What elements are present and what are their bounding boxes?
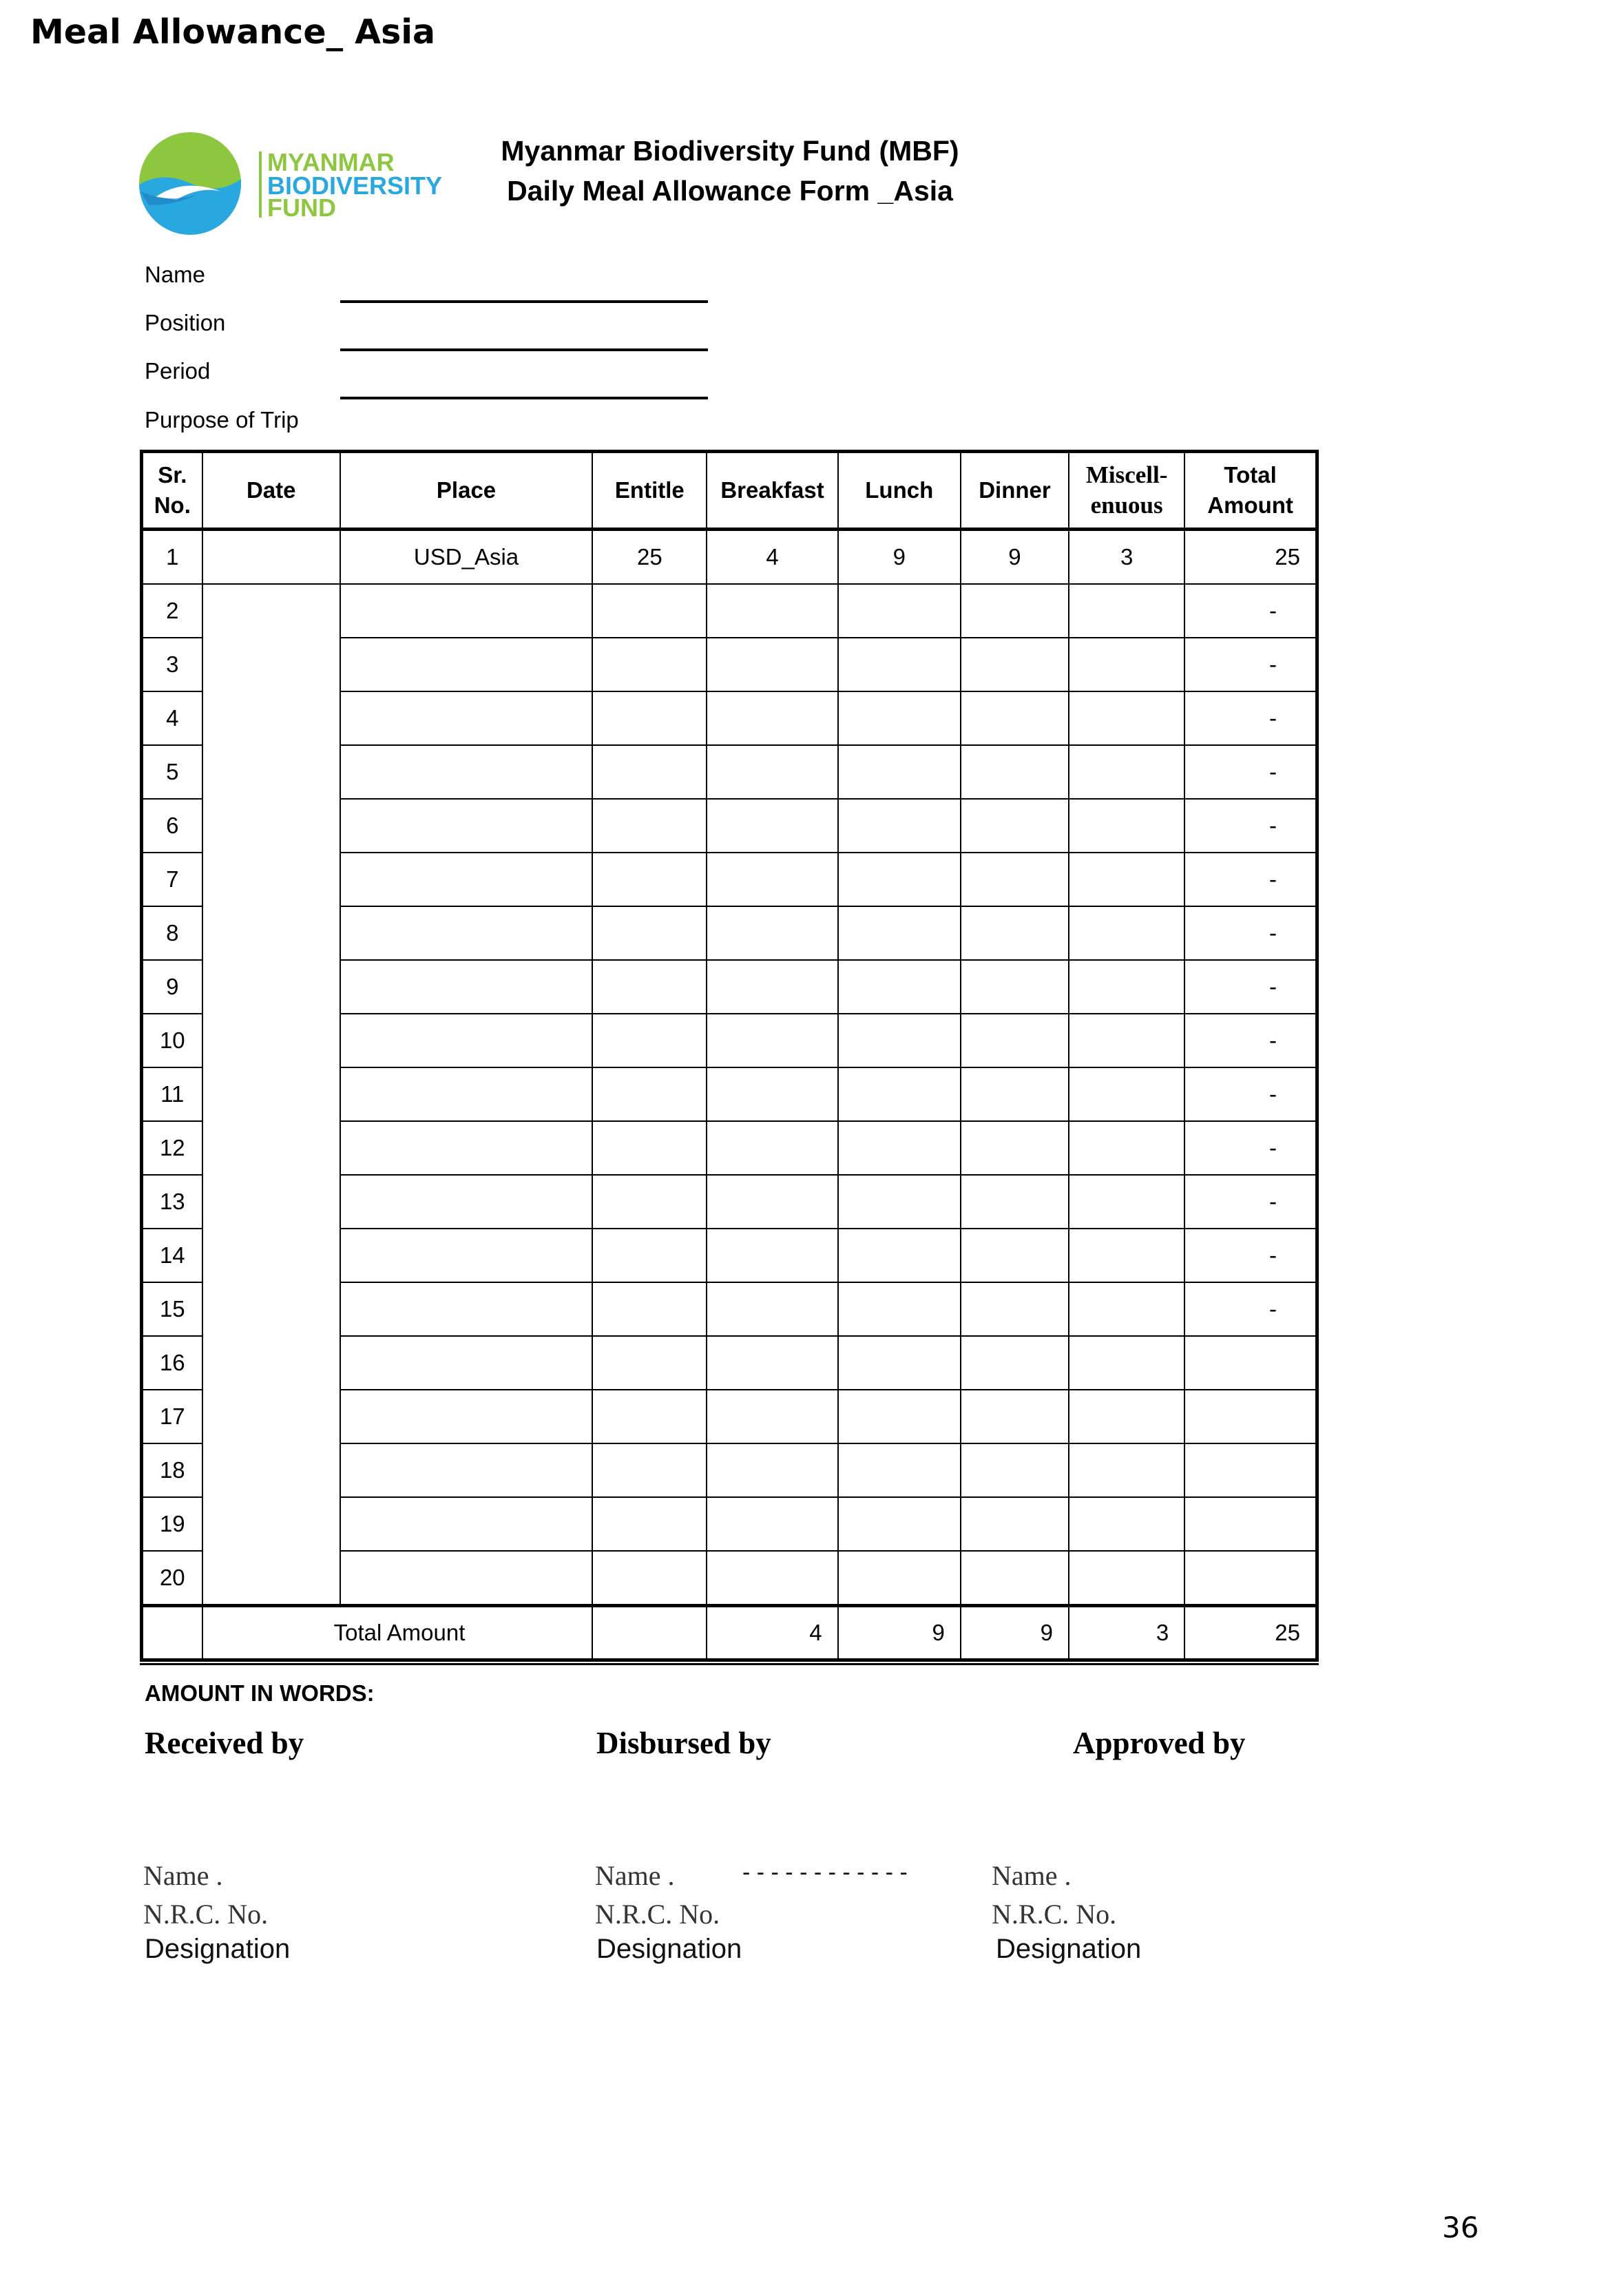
cell-breakfast[interactable] (707, 1390, 837, 1443)
cell-misc[interactable] (1069, 1282, 1184, 1336)
cell-breakfast[interactable] (707, 1282, 837, 1336)
cell-entitle[interactable] (592, 1443, 707, 1497)
cell-sr: 15 (142, 1282, 202, 1336)
cell-entitle[interactable] (592, 691, 707, 745)
position-line[interactable] (340, 348, 708, 351)
disbursed-name-dashes: - - - - - - - - - - - - (742, 1859, 908, 1886)
cell-date[interactable] (202, 1014, 340, 1067)
table-row (142, 853, 1317, 906)
cell-misc[interactable] (1069, 960, 1184, 1014)
cell-entitle[interactable] (592, 745, 707, 799)
cell-lunch[interactable] (838, 1390, 961, 1443)
cell-misc[interactable] (1069, 1390, 1184, 1443)
cell-lunch[interactable] (838, 799, 961, 853)
cell-sr: 12 (142, 1121, 202, 1175)
received-by-heading: Received by (145, 1726, 304, 1760)
cell-breakfast[interactable] (707, 1497, 837, 1551)
period-line[interactable] (340, 397, 708, 399)
total-sr-cell (142, 1606, 202, 1660)
cell-dinner[interactable] (961, 1121, 1069, 1175)
table-row (142, 638, 1317, 691)
table-row (142, 906, 1317, 960)
cell-date[interactable] (202, 691, 340, 745)
mbf-logo (135, 128, 452, 241)
cell-place[interactable] (340, 1336, 592, 1390)
cell-lunch[interactable] (838, 1551, 961, 1606)
header-entitle: Entitle (592, 452, 707, 530)
cell-entitle[interactable] (592, 799, 707, 853)
cell-place[interactable]: USD_Asia (340, 530, 592, 585)
total-breakfast: 4 (707, 1606, 837, 1660)
header-dinner: Dinner (961, 452, 1069, 530)
cell-date[interactable] (202, 1121, 340, 1175)
cell-place[interactable] (340, 1014, 592, 1067)
form-title-line2: Daily Meal Allowance Form _Asia (507, 175, 953, 207)
cell-lunch[interactable] (838, 853, 961, 906)
name-line[interactable] (340, 300, 708, 303)
cell-entitle[interactable] (592, 1121, 707, 1175)
header-breakfast: Breakfast (707, 452, 837, 530)
cell-date[interactable] (202, 1336, 340, 1390)
cell-date[interactable] (202, 906, 340, 960)
received-nrc-label: N.R.C. No. (143, 1899, 269, 1930)
cell-lunch[interactable] (838, 1497, 961, 1551)
total-dinner: 9 (961, 1606, 1069, 1660)
table-row (142, 745, 1317, 799)
cell-date[interactable] (202, 1497, 340, 1551)
cell-lunch[interactable] (838, 906, 961, 960)
table-row (142, 1282, 1317, 1336)
cell-place[interactable] (340, 1175, 592, 1229)
cell-date[interactable] (202, 1175, 340, 1229)
cell-place[interactable] (340, 691, 592, 745)
cell-entitle[interactable] (592, 1282, 707, 1336)
form-title (413, 131, 1047, 211)
page-heading: Meal Allowance_ Asia (30, 12, 436, 52)
approved-by-heading: Approved by (1073, 1726, 1246, 1760)
cell-total[interactable] (1184, 1551, 1317, 1606)
table-header-row (142, 452, 1317, 530)
cell-dinner[interactable] (961, 1067, 1069, 1121)
cell-dinner[interactable] (961, 906, 1069, 960)
cell-sr: 13 (142, 1175, 202, 1229)
cell-lunch[interactable] (838, 1175, 961, 1229)
page-number: 36 (1442, 2211, 1479, 2244)
table-row (142, 691, 1317, 745)
cell-place[interactable] (340, 1121, 592, 1175)
period-label: Period (145, 358, 211, 384)
cell-date[interactable] (202, 1443, 340, 1497)
allowance-table (140, 450, 1319, 1662)
cell-place[interactable] (340, 584, 592, 638)
cell-misc[interactable] (1069, 691, 1184, 745)
cell-place[interactable] (340, 1497, 592, 1551)
cell-sr: 11 (142, 1067, 202, 1121)
cell-place[interactable] (340, 638, 592, 691)
cell-breakfast[interactable] (707, 1175, 837, 1229)
cell-total[interactable]: - (1184, 1175, 1317, 1229)
cell-misc[interactable] (1069, 1497, 1184, 1551)
cell-entitle[interactable] (592, 1175, 707, 1229)
approved-name-label: Name . (992, 1860, 1072, 1891)
cell-misc[interactable] (1069, 1175, 1184, 1229)
cell-entitle[interactable] (592, 1014, 707, 1067)
cell-lunch[interactable] (838, 960, 961, 1014)
cell-dinner[interactable] (961, 1443, 1069, 1497)
cell-misc[interactable] (1069, 638, 1184, 691)
purpose-label: Purpose of Trip (145, 407, 299, 432)
cell-entitle[interactable]: 25 (592, 530, 707, 585)
cell-sr: 5 (142, 745, 202, 799)
cell-date[interactable] (202, 1067, 340, 1121)
name-label: Name (145, 262, 206, 287)
cell-date[interactable] (202, 745, 340, 799)
cell-dinner[interactable] (961, 960, 1069, 1014)
cell-place[interactable] (340, 853, 592, 906)
cell-lunch[interactable] (838, 1229, 961, 1282)
total-amount: 25 (1184, 1606, 1317, 1660)
cell-date[interactable] (202, 1390, 340, 1443)
disbursed-designation-label: Designation (596, 1934, 742, 1964)
table-row (142, 1497, 1317, 1551)
cell-misc[interactable] (1069, 584, 1184, 638)
cell-date[interactable] (202, 960, 340, 1014)
total-row (142, 1606, 1317, 1660)
cell-lunch[interactable] (838, 1282, 961, 1336)
disbursed-by-heading: Disbursed by (596, 1726, 771, 1760)
table-bottom-rule (140, 1663, 1319, 1665)
cell-misc[interactable] (1069, 1229, 1184, 1282)
cell-lunch[interactable] (838, 1336, 961, 1390)
cell-entitle[interactable] (592, 960, 707, 1014)
cell-total[interactable]: - (1184, 745, 1317, 799)
cell-dinner[interactable] (961, 1014, 1069, 1067)
cell-date[interactable] (202, 584, 340, 638)
cell-sr: 18 (142, 1443, 202, 1497)
cell-sr: 6 (142, 799, 202, 853)
disbursed-name-label: Name . (595, 1860, 675, 1891)
cell-dinner[interactable] (961, 691, 1069, 745)
cell-misc[interactable] (1069, 1121, 1184, 1175)
received-designation-label: Designation (145, 1934, 291, 1964)
cell-total[interactable]: - (1184, 1282, 1317, 1336)
cell-entitle[interactable] (592, 1336, 707, 1390)
cell-sr: 4 (142, 691, 202, 745)
approved-nrc-label: N.R.C. No. (992, 1899, 1117, 1930)
logo-line1: MYANMAR (267, 148, 395, 176)
cell-lunch[interactable] (838, 1121, 961, 1175)
cell-dinner[interactable] (961, 1282, 1069, 1336)
table-row (142, 960, 1317, 1014)
table-row (142, 1067, 1317, 1121)
cell-sr: 7 (142, 853, 202, 906)
cell-total[interactable] (1184, 1336, 1317, 1390)
cell-dinner[interactable] (961, 1497, 1069, 1551)
total-entitle-cell (592, 1606, 707, 1660)
cell-sr: 10 (142, 1014, 202, 1067)
cell-entitle[interactable] (592, 1390, 707, 1443)
cell-place[interactable] (340, 1282, 592, 1336)
total-lunch: 9 (838, 1606, 961, 1660)
header-sr: Sr. No. (142, 452, 202, 530)
cell-total[interactable]: - (1184, 1014, 1317, 1067)
cell-breakfast[interactable] (707, 691, 837, 745)
cell-date[interactable] (202, 638, 340, 691)
cell-total[interactable]: - (1184, 584, 1317, 638)
header-misc: Miscell- enuous (1069, 452, 1184, 530)
cell-date[interactable] (202, 1282, 340, 1336)
total-label: Total Amount (202, 1606, 593, 1660)
table-row (142, 1175, 1317, 1229)
cell-misc[interactable] (1069, 1067, 1184, 1121)
received-name-label: Name . (143, 1860, 223, 1891)
cell-entitle[interactable] (592, 584, 707, 638)
cell-dinner[interactable] (961, 1229, 1069, 1282)
cell-misc[interactable] (1069, 1014, 1184, 1067)
cell-place[interactable] (340, 1443, 592, 1497)
table-row (142, 1390, 1317, 1443)
cell-misc[interactable] (1069, 799, 1184, 853)
cell-sr: 2 (142, 584, 202, 638)
cell-sr: 14 (142, 1229, 202, 1282)
cell-dinner[interactable] (961, 1175, 1069, 1229)
cell-breakfast[interactable] (707, 960, 837, 1014)
cell-place[interactable] (340, 1390, 592, 1443)
cell-entitle[interactable] (592, 1229, 707, 1282)
cell-place[interactable] (340, 799, 592, 853)
cell-misc[interactable] (1069, 906, 1184, 960)
cell-total[interactable] (1184, 1390, 1317, 1443)
cell-dinner[interactable] (961, 745, 1069, 799)
cell-breakfast[interactable] (707, 1229, 837, 1282)
cell-breakfast[interactable] (707, 1014, 837, 1067)
cell-breakfast[interactable] (707, 584, 837, 638)
cell-dinner[interactable]: 9 (961, 530, 1069, 585)
cell-entitle[interactable] (592, 906, 707, 960)
cell-total[interactable]: - (1184, 799, 1317, 853)
cell-place[interactable] (340, 960, 592, 1014)
cell-lunch[interactable] (838, 1014, 961, 1067)
cell-sr: 16 (142, 1336, 202, 1390)
cell-entitle[interactable] (592, 638, 707, 691)
cell-misc[interactable] (1069, 745, 1184, 799)
cell-dinner[interactable] (961, 799, 1069, 853)
cell-misc[interactable] (1069, 1551, 1184, 1606)
cell-total[interactable]: 25 (1184, 530, 1317, 585)
table-row (142, 799, 1317, 853)
cell-place[interactable] (340, 1229, 592, 1282)
header-date: Date (202, 452, 340, 530)
cell-total[interactable] (1184, 1497, 1317, 1551)
header-place: Place (340, 452, 592, 530)
cell-date[interactable] (202, 1229, 340, 1282)
cell-total[interactable]: - (1184, 1121, 1317, 1175)
cell-dinner[interactable] (961, 1336, 1069, 1390)
total-misc: 3 (1069, 1606, 1184, 1660)
cell-total[interactable] (1184, 1443, 1317, 1497)
cell-breakfast[interactable] (707, 1067, 837, 1121)
cell-dinner[interactable] (961, 853, 1069, 906)
cell-total[interactable]: - (1184, 853, 1317, 906)
cell-lunch[interactable] (838, 745, 961, 799)
cell-misc[interactable] (1069, 1443, 1184, 1497)
cell-breakfast[interactable] (707, 1121, 837, 1175)
cell-breakfast[interactable] (707, 1551, 837, 1606)
cell-breakfast[interactable] (707, 1443, 837, 1497)
cell-place[interactable] (340, 906, 592, 960)
header-total: Total Amount (1184, 452, 1317, 530)
logo-line3: FUND (267, 194, 336, 222)
form-title-line1: Myanmar Biodiversity Fund (MBF) (501, 135, 959, 167)
table-row (142, 1551, 1317, 1606)
disbursed-nrc-label: N.R.C. No. (595, 1899, 720, 1930)
amount-in-words-label: AMOUNT IN WORDS: (145, 1680, 375, 1706)
cell-sr: 19 (142, 1497, 202, 1551)
cell-breakfast[interactable] (707, 853, 837, 906)
cell-sr: 20 (142, 1551, 202, 1606)
cell-date[interactable] (202, 1551, 340, 1606)
mbf-logo-mark (135, 128, 452, 241)
cell-lunch[interactable] (838, 1443, 961, 1497)
cell-sr: 9 (142, 960, 202, 1014)
table-row (142, 530, 1317, 585)
cell-lunch[interactable] (838, 1067, 961, 1121)
cell-date[interactable] (202, 799, 340, 853)
cell-date[interactable] (202, 853, 340, 906)
cell-misc[interactable] (1069, 853, 1184, 906)
cell-dinner[interactable] (961, 638, 1069, 691)
cell-total[interactable]: - (1184, 906, 1317, 960)
cell-total[interactable]: - (1184, 638, 1317, 691)
cell-total[interactable]: - (1184, 691, 1317, 745)
cell-entitle[interactable] (592, 1067, 707, 1121)
cell-entitle[interactable] (592, 1551, 707, 1606)
cell-dinner[interactable] (961, 584, 1069, 638)
cell-breakfast[interactable] (707, 638, 837, 691)
table-row (142, 1229, 1317, 1282)
cell-sr: 1 (142, 530, 202, 585)
cell-sr: 17 (142, 1390, 202, 1443)
cell-dinner[interactable] (961, 1390, 1069, 1443)
cell-breakfast[interactable] (707, 906, 837, 960)
table-row (142, 1121, 1317, 1175)
table-row (142, 1014, 1317, 1067)
cell-lunch[interactable] (838, 691, 961, 745)
cell-place[interactable] (340, 745, 592, 799)
cell-place[interactable] (340, 1067, 592, 1121)
cell-total[interactable]: - (1184, 960, 1317, 1014)
cell-sr: 3 (142, 638, 202, 691)
table-row (142, 1336, 1317, 1390)
cell-misc[interactable]: 3 (1069, 530, 1184, 585)
cell-entitle[interactable] (592, 1497, 707, 1551)
table-row (142, 584, 1317, 638)
position-label: Position (145, 310, 226, 335)
cell-breakfast[interactable] (707, 799, 837, 853)
approved-designation-label: Designation (996, 1934, 1142, 1964)
cell-misc[interactable] (1069, 1336, 1184, 1390)
logo-line2: BIODIVERSITY (267, 171, 443, 200)
cell-breakfast[interactable] (707, 745, 837, 799)
cell-lunch[interactable] (838, 584, 961, 638)
cell-place[interactable] (340, 1551, 592, 1606)
cell-entitle[interactable] (592, 853, 707, 906)
cell-breakfast[interactable]: 4 (707, 530, 837, 585)
cell-total[interactable]: - (1184, 1229, 1317, 1282)
table-row (142, 1443, 1317, 1497)
cell-date[interactable] (202, 530, 340, 585)
cell-sr: 8 (142, 906, 202, 960)
cell-lunch[interactable] (838, 638, 961, 691)
cell-breakfast[interactable] (707, 1336, 837, 1390)
cell-dinner[interactable] (961, 1551, 1069, 1606)
header-lunch: Lunch (838, 452, 961, 530)
cell-total[interactable]: - (1184, 1067, 1317, 1121)
cell-lunch[interactable]: 9 (838, 530, 961, 585)
